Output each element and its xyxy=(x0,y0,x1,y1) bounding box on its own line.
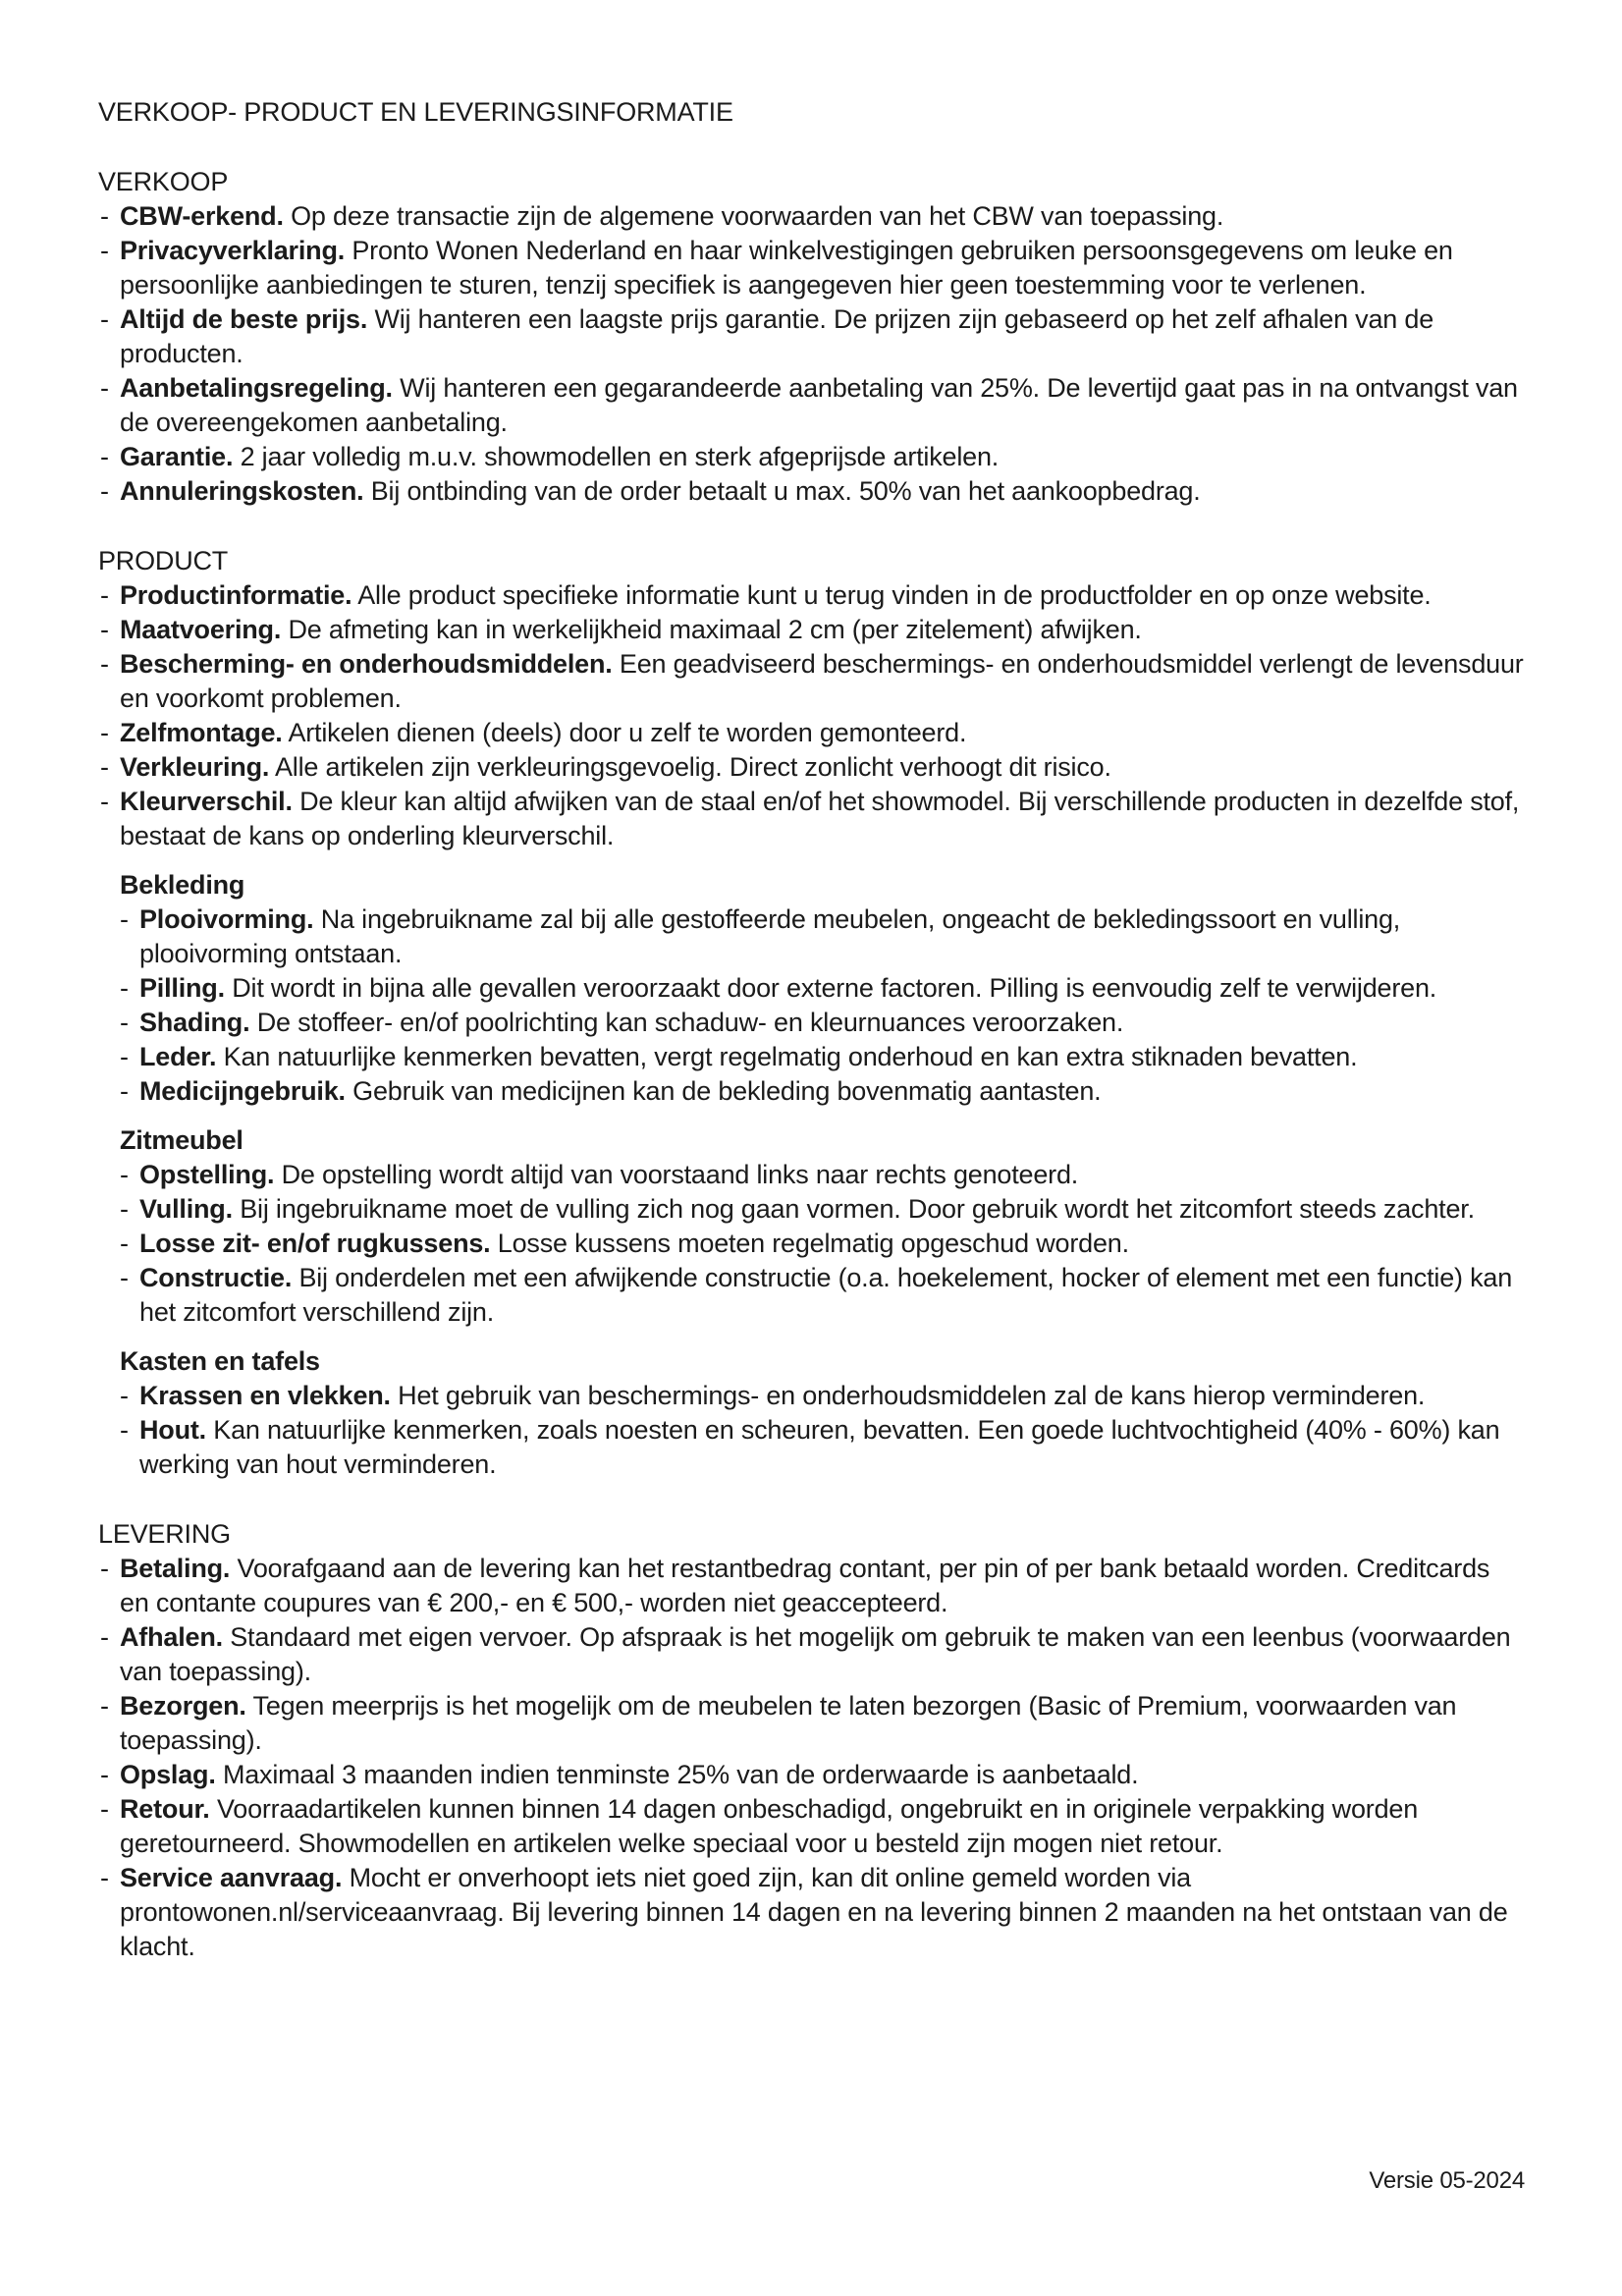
section-heading: LEVERING xyxy=(98,1519,231,1549)
list-item xyxy=(98,647,1525,716)
section-heading: VERKOOP xyxy=(98,167,229,196)
bullet-text: Artikelen dienen (deels) door u zelf te worden gemonteerd. xyxy=(288,718,967,747)
list-item xyxy=(120,1006,1525,1040)
bullet-text: Na ingebruikname zal bij alle gestoffeerde meubelen, ongeacht de bekledingssoort en vulling, plooivorming ontstaan. xyxy=(139,904,1401,968)
list-item xyxy=(120,1261,1525,1330)
subsection-heading: Kasten en tafels xyxy=(120,1346,320,1376)
list-item xyxy=(98,785,1525,853)
bullet-text: Op deze transactie zijn de algemene voorwaarden van het CBW van toepassing. xyxy=(291,201,1224,231)
bullet-label: Medicijngebruik. xyxy=(139,1076,346,1106)
subsection-heading: Bekleding xyxy=(120,870,245,900)
bullet-label: Shading. xyxy=(139,1008,250,1037)
list-item xyxy=(98,1861,1525,1964)
bullet-label: Bescherming- en onderhoudsmiddelen. xyxy=(120,649,613,679)
bullet-text: Wij hanteren een laagste prijs garantie. De prijzen zijn gebaseerd op het zelf afhalen van de producten. xyxy=(120,304,1434,368)
bullet-text: Mocht er onverhoopt iets niet goed zijn, kan dit online gemeld worden via prontowonen.nl/serviceaanvraag. Bij levering binnen 14 dagen en na levering binnen 2 maanden na het ontstaan van de klacht. xyxy=(120,1863,1508,1961)
bullet-list xyxy=(120,1158,1525,1330)
bullet-label: Garantie. xyxy=(120,442,234,471)
list-item xyxy=(120,1074,1525,1109)
bullet-label: Hout. xyxy=(139,1415,206,1445)
bullet-text: Het gebruik van beschermings- en onderhoudsmiddelen zal de kans hierop verminderen. xyxy=(398,1381,1426,1410)
bullet-label: Retour. xyxy=(120,1794,210,1824)
bullet-label: Losse zit- en/of rugkussens. xyxy=(139,1229,491,1258)
bullet-label: Constructie. xyxy=(139,1263,293,1292)
bullet-text: De stoffeer- en/of poolrichting kan schaduw- en kleurnuances veroorzaken. xyxy=(256,1008,1124,1037)
list-item xyxy=(98,1689,1525,1758)
subsection-heading: Zitmeubel xyxy=(120,1125,243,1155)
list-item xyxy=(98,199,1525,234)
bullet-label: Krassen en vlekken. xyxy=(139,1381,391,1410)
list-item xyxy=(98,578,1525,613)
bullet-text: 2 jaar volledig m.u.v. showmodellen en sterk afgeprijsde artikelen. xyxy=(240,442,1000,471)
bullet-text: Dit wordt in bijna alle gevallen veroorzaakt door externe factoren. Pilling is eenvoudig zelf te verwijderen. xyxy=(232,973,1437,1003)
bullet-text: Een geadviseerd beschermings- en onderhoudsmiddel verlengt de levensduur en voorkomt problemen. xyxy=(120,649,1524,713)
list-item xyxy=(98,440,1525,474)
list-item xyxy=(120,1379,1525,1413)
bullet-text: Pronto Wonen Nederland en haar winkelvestigingen gebruiken persoonsgegevens om leuke en persoonlijke aanbiedingen te sturen, tenzij specifiek is aangegeven hier geen toestemming voor te verlenen. xyxy=(120,236,1453,300)
subsection-kasten-en-tafels xyxy=(120,1344,1525,1482)
version-label: Versie 05-2024 xyxy=(1369,2167,1525,2194)
bullet-text: Bij ontbinding van de order betaalt u max. 50% van het aankoopbedrag. xyxy=(370,476,1201,506)
list-item xyxy=(98,1620,1525,1689)
bullet-text: Voorafgaand aan de levering kan het restantbedrag contant, per pin of per bank betaald worden. Creditcards en contante coupures van € 200,- en € 500,- worden niet geaccepteerd. xyxy=(120,1554,1490,1617)
bullet-label: Opslag. xyxy=(120,1760,216,1789)
bullet-label: Betaling. xyxy=(120,1554,231,1583)
bullet-label: Maatvoering. xyxy=(120,615,282,644)
list-item xyxy=(120,1158,1525,1192)
list-item xyxy=(98,474,1525,509)
bullet-text: De afmeting kan in werkelijkheid maximaal 2 cm (per zitelement) afwijken. xyxy=(288,615,1142,644)
bullet-text: Bij onderdelen met een afwijkende constructie (o.a. hoekelement, hocker of element met een functie) kan het zitcomfort verschillend zijn. xyxy=(139,1263,1513,1327)
section-verkoop xyxy=(98,165,1525,509)
list-item xyxy=(120,1040,1525,1074)
bullet-text: Voorraadartikelen kunnen binnen 14 dagen onbeschadigd, ongebruikt en in originele verpakking worden geretourneerd. Showmodellen en artikelen welke speciaal voor u besteld zijn mogen niet retour. xyxy=(120,1794,1419,1858)
bullet-text: Maximaal 3 maanden indien tenminste 25% van de orderwaarde is aanbetaald. xyxy=(222,1760,1139,1789)
bullet-text: Gebruik van medicijnen kan de bekleding bovenmatig aantasten. xyxy=(352,1076,1102,1106)
bullet-label: Zelfmontage. xyxy=(120,718,283,747)
section-heading: PRODUCT xyxy=(98,546,229,575)
list-item xyxy=(98,371,1525,440)
bullet-label: Pilling. xyxy=(139,973,225,1003)
bullet-list xyxy=(120,902,1525,1109)
list-item xyxy=(98,1552,1525,1620)
bullet-list xyxy=(98,199,1525,509)
bullet-text: De kleur kan altijd afwijken van de staal en/of het showmodel. Bij verschillende producten in dezelfde stof, bestaat de kans op onderling kleurverschil. xyxy=(120,787,1520,850)
bullet-text: Tegen meerprijs is het mogelijk om de meubelen te laten bezorgen (Basic of Premium, voorwaarden van toepassing). xyxy=(120,1691,1457,1755)
bullet-label: Annuleringskosten. xyxy=(120,476,364,506)
bullet-text: Alle artikelen zijn verkleuringsgevoelig. Direct zonlicht verhoogt dit risico. xyxy=(274,752,1111,782)
subsection-bekleding xyxy=(120,868,1525,1109)
bullet-label: Afhalen. xyxy=(120,1622,223,1652)
bullet-label: Productinformatie. xyxy=(120,580,352,610)
bullet-label: Aanbetalingsregeling. xyxy=(120,373,393,403)
list-item xyxy=(120,1413,1525,1482)
subsection-zitmeubel xyxy=(120,1123,1525,1330)
list-item xyxy=(120,971,1525,1006)
list-item xyxy=(98,302,1525,371)
list-item xyxy=(98,750,1525,785)
document-sections xyxy=(98,165,1525,1964)
list-item xyxy=(98,234,1525,302)
document-title: VERKOOP- PRODUCT EN LEVERINGSINFORMATIE xyxy=(98,97,733,127)
list-item xyxy=(98,1792,1525,1861)
bullet-list xyxy=(98,1552,1525,1964)
bullet-label: Vulling. xyxy=(139,1194,233,1224)
section-product xyxy=(98,544,1525,1482)
bullet-label: Bezorgen. xyxy=(120,1691,246,1721)
bullet-list xyxy=(120,1379,1525,1482)
bullet-text: Kan natuurlijke kenmerken bevatten, vergt regelmatig onderhoud en kan extra stiknaden bevatten. xyxy=(223,1042,1358,1071)
bullet-label: Verkleuring. xyxy=(120,752,270,782)
list-item xyxy=(120,902,1525,971)
bullet-text: Kan natuurlijke kenmerken, zoals noesten en scheuren, bevatten. Een goede luchtvochtigheid (40% - 60%) kan werking van hout verminderen. xyxy=(139,1415,1500,1479)
bullet-text: Losse kussens moeten regelmatig opgeschud worden. xyxy=(497,1229,1129,1258)
bullet-label: Altijd de beste prijs. xyxy=(120,304,368,334)
bullet-label: Kleurverschil. xyxy=(120,787,293,816)
bullet-label: CBW-erkend. xyxy=(120,201,284,231)
list-item xyxy=(98,716,1525,750)
bullet-label: Plooivorming. xyxy=(139,904,314,934)
bullet-text: De opstelling wordt altijd van voorstaand links naar rechts genoteerd. xyxy=(281,1160,1079,1189)
bullet-label: Leder. xyxy=(139,1042,217,1071)
bullet-text: Alle product specifieke informatie kunt u terug vinden in de productfolder en op onze website. xyxy=(357,580,1432,610)
list-item xyxy=(120,1192,1525,1227)
bullet-text: Standaard met eigen vervoer. Op afspraak is het mogelijk om gebruik te maken van een leenbus (voorwaarden van toepassing). xyxy=(120,1622,1511,1686)
section-levering xyxy=(98,1517,1525,1964)
list-item xyxy=(98,613,1525,647)
bullet-list xyxy=(98,578,1525,853)
list-item xyxy=(120,1227,1525,1261)
bullet-text: Bij ingebruikname moet de vulling zich nog gaan vormen. Door gebruik wordt het zitcomfort steeds zachter. xyxy=(240,1194,1475,1224)
bullet-label: Opstelling. xyxy=(139,1160,275,1189)
bullet-label: Privacyverklaring. xyxy=(120,236,346,265)
list-item xyxy=(98,1758,1525,1792)
bullet-text: Wij hanteren een gegarandeerde aanbetaling van 25%. De levertijd gaat pas in na ontvangst van de overeengekomen aanbetaling. xyxy=(120,373,1518,437)
bullet-label: Service aanvraag. xyxy=(120,1863,343,1892)
